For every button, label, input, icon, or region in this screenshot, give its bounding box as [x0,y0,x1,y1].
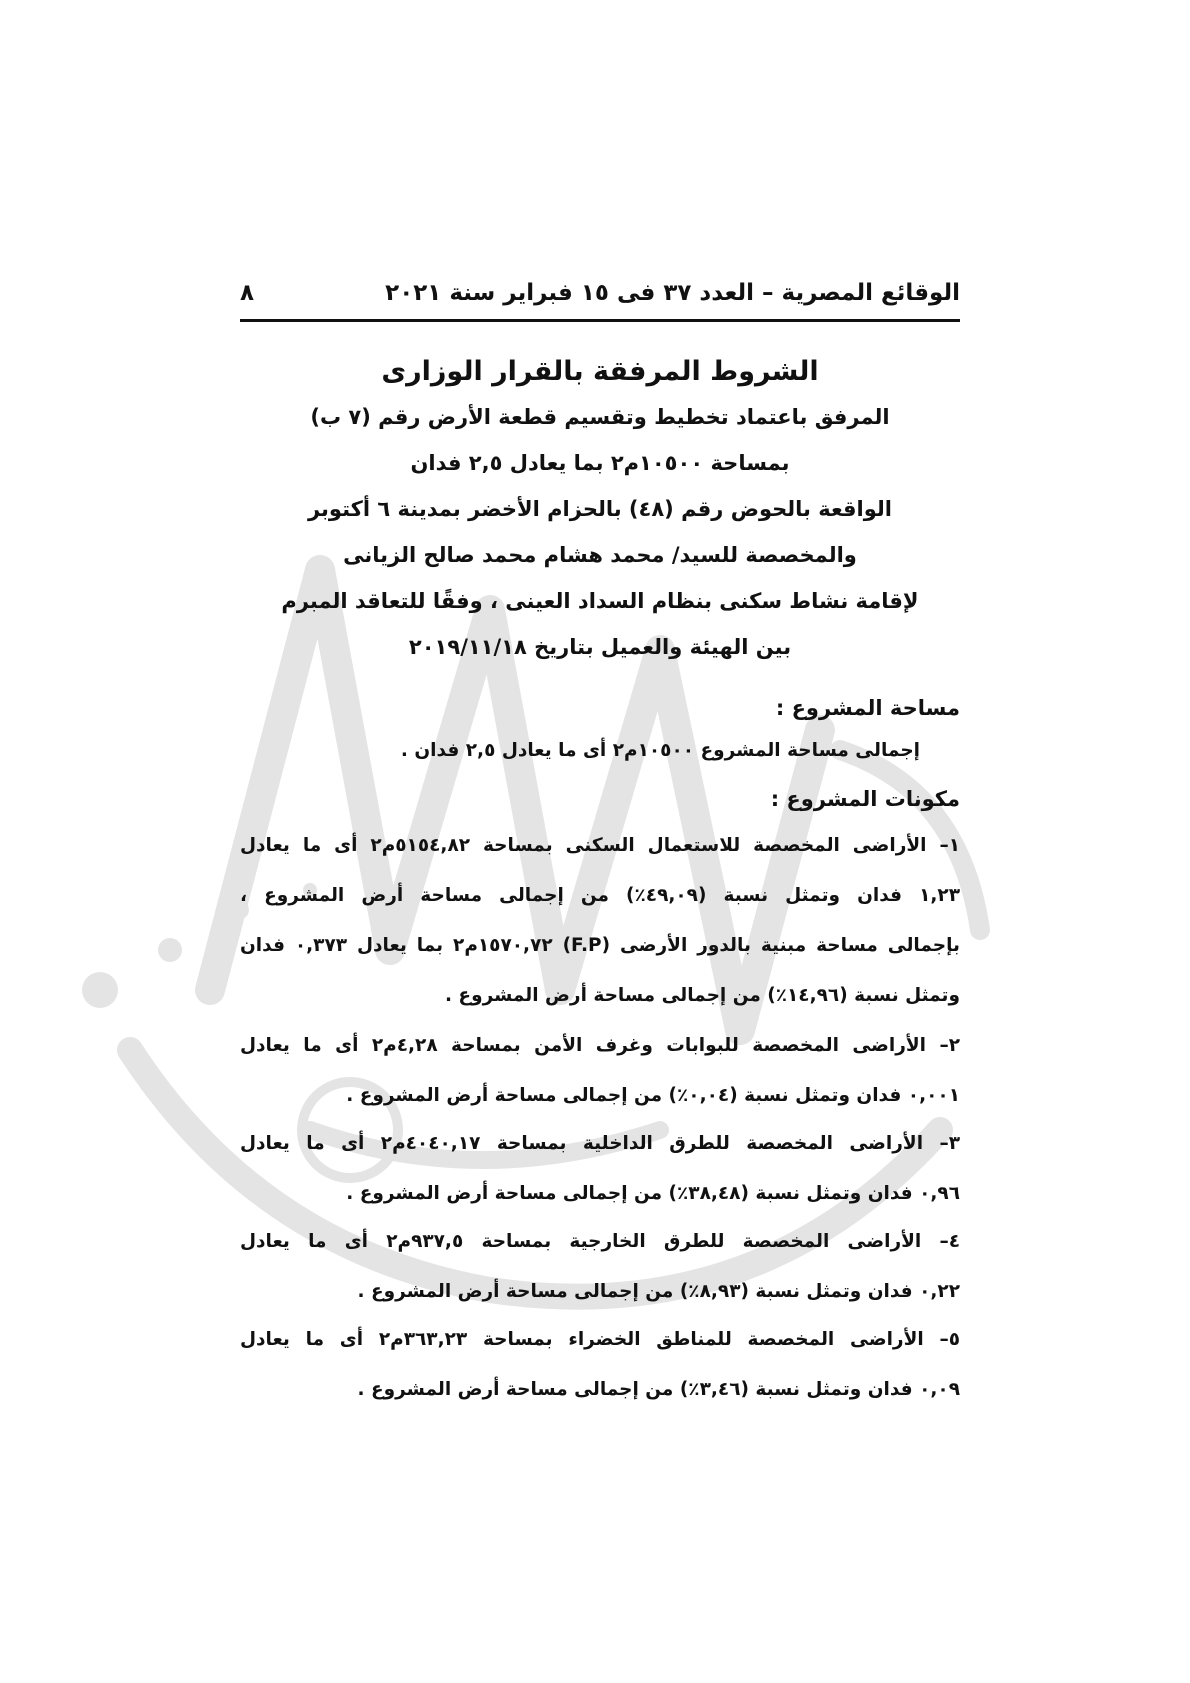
decree-title-block [240,350,960,670]
component-line: بإجمالى مساحة مبنية بالدور الأرضى (F.P) ١٥٧٠,٧٢م٢ بما يعادل ٠,٣٧٣ فدان [240,935,961,956]
project-area-text: إجمالى مساحة المشروع ١٠٥٠٠م٢ أى ما يعادل ٢,٥ فدان . [400,740,920,761]
component-line: ٠,٠٠١ فدان وتمثل نسبة (٠,٠٤٪) من إجمالى مساحة أرض المشروع . [346,1085,960,1106]
title-line: والمخصصة للسيد/ محمد هشام محمد صالح الزيانى [343,543,857,567]
publication-title: الوقائع المصرية – العدد ٣٧ فى ١٥ فبراير سنة ٢٠٢١ [385,280,960,306]
component-line: وتمثل نسبة (١٤,٩٦٪) من إجمالى مساحة أرض المشروع . [444,985,960,1006]
project-components-heading: مكونات المشروع : [770,787,960,811]
page-header [240,270,960,316]
component-line: ٠,٠٩ فدان وتمثل نسبة (٣,٤٦٪) من إجمالى مساحة أرض المشروع . [357,1379,960,1400]
component-line: ٠,٩٦ فدان وتمثل نسبة (٣٨,٤٨٪) من إجمالى مساحة أرض المشروع . [346,1183,960,1204]
component-line: ٣– الأراضى المخصصة للطرق الداخلية بمساحة ٤٠٤٠,١٧م٢ أى ما يعادل [240,1133,960,1154]
title-line: بمساحة ١٠٥٠٠م٢ بما يعادل ٢,٥ فدان [410,451,790,475]
component-line: ٢– الأراضى المخصصة للبوابات وغرف الأمن بمساحة ٤,٢٨م٢ أى ما يعادل [240,1035,960,1056]
title-line: المرفق باعتماد تخطيط وتقسيم قطعة الأرض رقم (٧ ب) [310,405,890,429]
component-line: ٤– الأراضى المخصصة للطرق الخارجية بمساحة ٩٣٧,٥م٢ أى ما يعادل [240,1231,961,1252]
page-number: ٨ [240,280,255,306]
component-line: ٥– الأراضى المخصصة للمناطق الخضراء بمساحة ٣٦٣,٢٣م٢ أى ما يعادل [240,1329,960,1350]
title-line: الواقعة بالحوض رقم (٤٨) بالحزام الأخضر بمدينة ٦ أكتوبر [307,497,893,521]
component-line: ١,٢٣ فدان وتمثل نسبة (٤٩,٠٩٪) من إجمالى مساحة أرض المشروع ، [240,885,960,906]
component-line: ٠,٢٢ فدان وتمثل نسبة (٨,٩٣٪) من إجمالى مساحة أرض المشروع . [357,1281,960,1302]
decree-title: الشروط المرفقة بالقرار الوزارى [381,356,819,387]
title-line: بين الهيئة والعميل بتاريخ ٢٠١٩/١١/١٨ [408,635,792,659]
title-line: لإقامة نشاط سكنى بنظام السداد العينى ، وفقًا للتعاقد المبرم [281,589,919,613]
component-line: ١– الأراضى المخصصة للاستعمال السكنى بمساحة ٥١٥٤,٨٢م٢ أى ما يعادل [240,835,960,856]
header-divider [240,319,960,322]
project-area-heading: مساحة المشروع : [775,696,960,720]
